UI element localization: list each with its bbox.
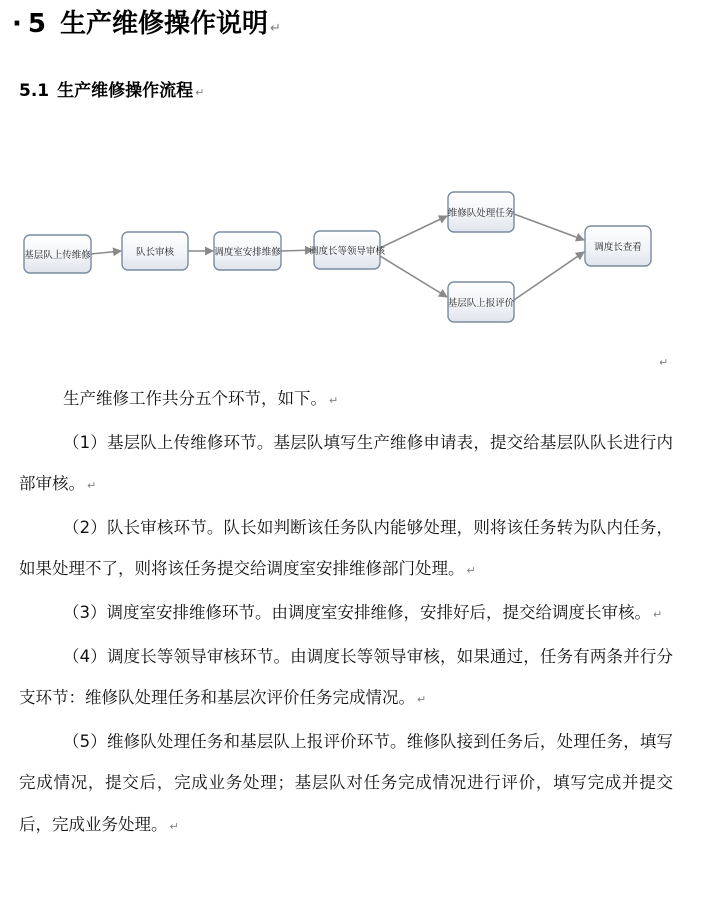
paragraph-mark-icon: ↵	[653, 607, 663, 621]
flow-node-label: 调度长查看	[594, 242, 642, 253]
step-paragraph	[19, 507, 673, 592]
description-body	[19, 378, 673, 848]
step-paragraph	[19, 592, 673, 636]
paragraph-text: （2）队长审核环节。队长如判断该任务队内能够处理，则将该任务转为队内任务，如果处理不了，则将该任务提交给调度室安排维修部门处理。	[19, 517, 673, 579]
flow-node-dispatch	[214, 232, 281, 270]
intro-paragraph	[19, 378, 673, 422]
heading-bullet: ·	[12, 9, 22, 39]
flow-arrow	[514, 214, 584, 240]
step-paragraph	[19, 636, 673, 721]
flow-arrow	[91, 251, 121, 254]
paragraph-text: （1）基层队上传维修环节。基层队填写生产维修申请表，提交给基层队队长进行内部审核。	[19, 432, 673, 494]
flow-node-label: 调度长等领导审核	[308, 246, 386, 257]
flow-node-label: 基层队上报评价	[447, 298, 515, 309]
process-flowchart	[0, 180, 705, 350]
flow-arrow	[380, 256, 447, 297]
paragraph-mark-icon: ↵	[329, 394, 339, 407]
paragraph-mark-icon: ↵	[195, 86, 205, 99]
step-paragraph	[19, 721, 673, 848]
subsection-number: 5.1	[19, 81, 50, 101]
paragraph-mark-icon: ↵	[270, 21, 281, 36]
subsection-heading	[19, 78, 204, 106]
paragraph-mark-icon: ↵	[169, 819, 179, 833]
flow-node-leader-review	[309, 231, 386, 269]
paragraph-text: （3）调度室安排维修环节。由调度室安排维修，安排好后，提交给调度长审核。	[63, 602, 651, 622]
flow-node-upload	[24, 235, 91, 273]
flow-node-label: 调度室安排维修	[214, 247, 281, 258]
flow-node-evaluation	[448, 282, 515, 322]
step-paragraph	[19, 422, 673, 507]
paragraph-mark-icon: ↵	[659, 356, 669, 369]
section-title: 生产维修操作说明	[59, 9, 268, 39]
section-number: 5	[27, 9, 46, 39]
flow-node-label: 队长审核	[135, 247, 175, 258]
paragraph-text: （4）调度长等领导审核环节。由调度长等领导审核，如果通过，任务有两条并行分支环节：维修队处理任务和基层次评价任务完成情况。	[19, 646, 673, 708]
paragraph-text: 生产维修工作共分五个环节，如下。	[63, 389, 327, 408]
paragraph-mark-icon: ↵	[87, 479, 97, 493]
flow-node-chief-view	[585, 226, 651, 266]
flow-node-repair-team	[448, 192, 515, 232]
flow-node-label: 维修队处理任务	[447, 208, 515, 219]
flow-arrow	[514, 252, 584, 300]
paragraph-text: （5）维修队处理任务和基层队上报评价环节。维修队接到任务后，处理任务，填写完成情况，提交后，完成业务处理；基层队对任务完成情况进行评价，填写完成并提交后，完成业务处理。	[19, 731, 673, 834]
paragraph-mark-icon: ↵	[466, 564, 476, 578]
flow-arrow	[380, 216, 447, 248]
flow-node-label: 基层队上传维修	[24, 250, 91, 261]
flow-node-captain-review	[122, 232, 188, 270]
section-heading	[12, 6, 281, 47]
subsection-title: 生产维修操作流程	[57, 81, 194, 101]
paragraph-mark-icon: ↵	[417, 693, 427, 707]
